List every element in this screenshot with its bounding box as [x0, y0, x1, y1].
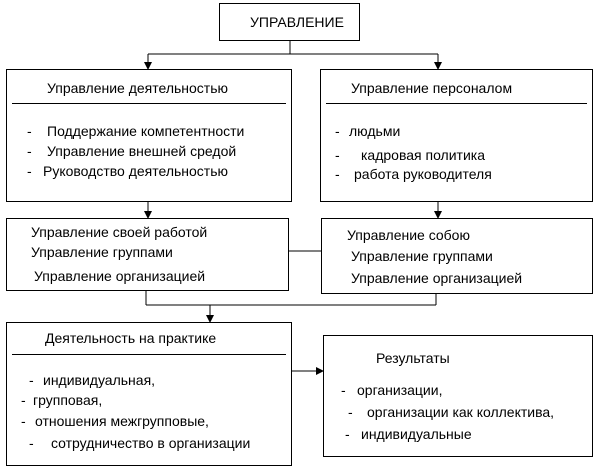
- activity-title: Управление деятельностью: [47, 80, 229, 96]
- practice-item-dash: -: [21, 413, 26, 429]
- personnel-item-dash: -: [335, 123, 340, 139]
- personnel-separator: [326, 103, 587, 104]
- self-box: [321, 218, 593, 294]
- practice-item: групповая,: [33, 392, 103, 408]
- activity-item-dash: -: [27, 143, 32, 159]
- practice-item-dash: -: [29, 372, 34, 388]
- top-title: УПРАВЛЕНИЕ: [250, 14, 344, 30]
- practice-item-dash: -: [21, 392, 26, 408]
- activity-item: Управление внешней средой: [47, 143, 237, 159]
- own-work-box: [6, 218, 289, 291]
- practice-box: [6, 322, 292, 466]
- practice-item: сотрудничество в организации: [51, 435, 251, 451]
- personnel-item-dash: -: [335, 166, 340, 182]
- results-item: организации,: [357, 382, 443, 398]
- activity-box: [6, 69, 292, 202]
- personnel-box: [320, 69, 593, 202]
- self-line: Управление собою: [347, 227, 470, 243]
- results-item-dash: -: [348, 404, 353, 420]
- personnel-item: людьми: [349, 123, 401, 139]
- top-box: [219, 3, 360, 41]
- personnel-item-dash: -: [335, 147, 340, 163]
- practice-item-dash: -: [29, 435, 34, 451]
- practice-title: Деятельность на практике: [45, 330, 217, 346]
- activity-item-dash: -: [27, 123, 32, 139]
- results-item: организации как коллектива,: [367, 404, 555, 420]
- personnel-item: кадровая политика: [361, 147, 485, 163]
- practice-item: отношения межгрупповые,: [35, 413, 209, 429]
- self-line: Управление группами: [351, 248, 493, 264]
- results-box: [323, 335, 593, 457]
- self-line: Управление организацией: [351, 270, 523, 286]
- activity-item-dash: -: [27, 163, 32, 179]
- practice-separator: [12, 354, 286, 355]
- own-work-line: Управление своей работой: [31, 224, 208, 240]
- activity-separator: [12, 103, 286, 104]
- own-work-line: Управление группами: [31, 244, 173, 260]
- activity-item: Руководство деятельностью: [43, 163, 229, 179]
- results-item-dash: -: [345, 426, 350, 442]
- results-item-dash: -: [341, 382, 346, 398]
- personnel-title: Управление персоналом: [351, 80, 513, 96]
- own-work-line: Управление организацией: [34, 268, 206, 284]
- results-item: индивидуальные: [361, 426, 472, 442]
- activity-item: Поддержание компетентности: [47, 123, 245, 139]
- practice-item: индивидуальная,: [43, 372, 156, 388]
- results-title: Результаты: [376, 350, 450, 366]
- personnel-item: работа руководителя: [354, 166, 492, 182]
